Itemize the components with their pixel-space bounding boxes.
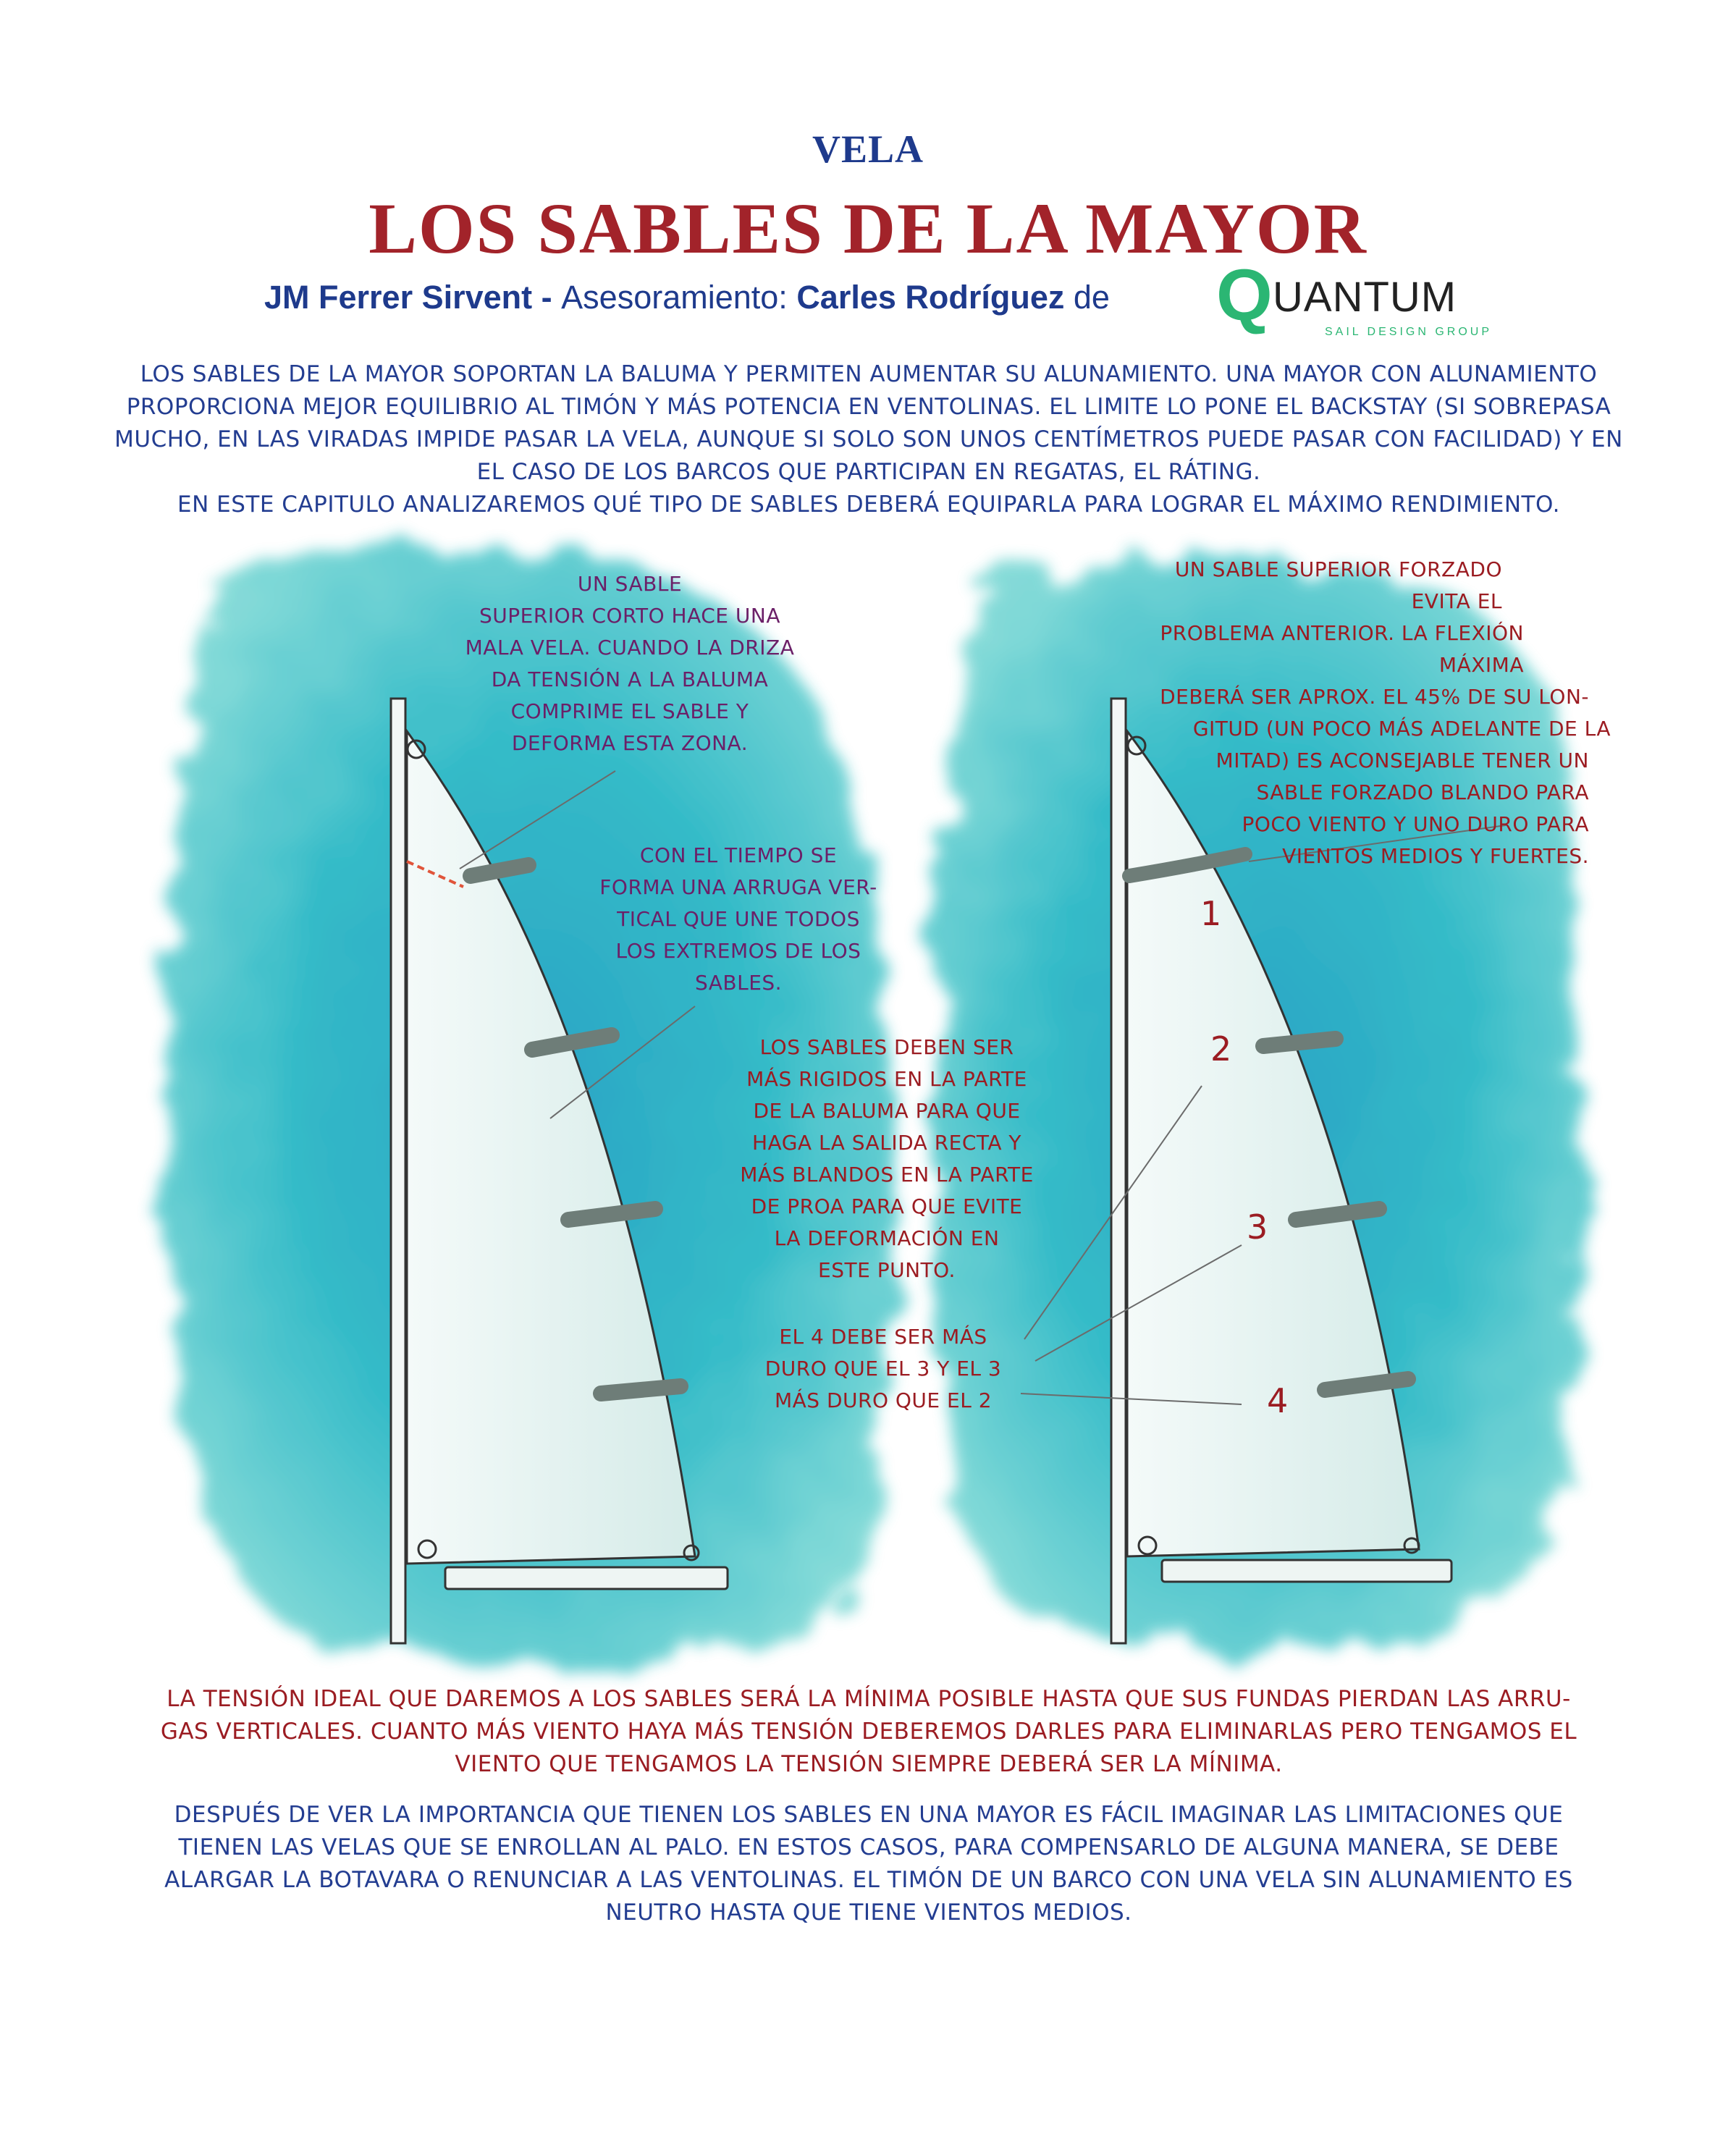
batten-number-1: 1 — [1200, 894, 1222, 933]
note-line: MITAD) ES ACONSEJABLE TENER UN — [1215, 749, 1589, 772]
left-batten — [471, 865, 528, 876]
note-line: MÁS BLANDOS EN LA PARTE — [740, 1163, 1034, 1186]
intro-line: EL CASO DE LOS BARCOS QUE PARTICIPAN EN REGATAS, EL RÁTING. — [476, 459, 1261, 485]
intro-line: EN ESTE CAPITULO ANALIZAREMOS QUÉ TIPO DE SABLES DEBERÁ EQUIPARLA PARA LOGRAR EL MÁXIMO RENDIMIENTO. — [177, 492, 1560, 518]
note-line: SABLE FORZADO BLANDO PARA — [1256, 780, 1589, 804]
note-line: POCO VIENTO Y UNO DURO PARA — [1242, 812, 1589, 836]
note-line: UN SABLE — [577, 572, 683, 596]
byline-separator: - — [532, 279, 562, 316]
left-mast — [391, 699, 405, 1643]
note-line: SUPERIOR CORTO HACE UNA — [479, 604, 780, 628]
note-line: DA TENSIÓN A LA BALUMA — [491, 667, 769, 691]
conclusion-line: NEUTRO HASTA QUE TIENE VIENTOS MEDIOS. — [605, 1900, 1132, 1926]
note-line: GITUD (UN POCO MÁS ADELANTE DE LA — [1192, 717, 1611, 741]
advice-label: Asesoramiento: — [561, 279, 797, 316]
batten-number-2: 2 — [1210, 1029, 1232, 1068]
note-line: UN SABLE SUPERIOR FORZADO EVITA EL — [1174, 557, 1502, 613]
note-line: LOS SABLES DEBEN SER — [759, 1035, 1014, 1059]
note-short-batten — [442, 568, 818, 759]
logo-subtitle: SAIL DESIGN GROUP — [1325, 326, 1492, 338]
intro-line: PROPORCIONA MEJOR EQUILIBRIO AL TIMÓN Y MÁS POTENCIA EN VENTOLINAS. EL LIMITE LO PONE EL BACKSTAY (SI SOBREPASA — [126, 394, 1611, 420]
right-boom — [1162, 1560, 1451, 1582]
byline-connector: de — [1064, 279, 1110, 316]
note-line: DEBERÁ SER APROX. EL 45% DE SU LON- — [1160, 685, 1589, 709]
note-vertical-wrinkle — [594, 840, 883, 999]
note-line: DEFORMA ESTA ZONA. — [511, 731, 749, 755]
conclusion-line: DESPUÉS DE VER LA IMPORTANCIA QUE TIENEN LOS SABLES EN UNA MAYOR ES FÁCIL IMAGINAR LAS LIMITACIONES QUE — [174, 1802, 1564, 1828]
note-line: SABLES. — [694, 971, 783, 995]
note-line: PROBLEMA ANTERIOR. LA FLEXIÓN MÁXIMA — [1160, 621, 1524, 677]
tension-line: VIENTO QUE TENGAMOS LA TENSIÓN SIEMPRE DEBERÁ SER LA MÍNIMA. — [455, 1751, 1283, 1777]
left-batten — [601, 1386, 681, 1394]
note-forced-batten — [1118, 554, 1611, 872]
logo-letter: Q — [1216, 255, 1273, 336]
conclusion-paragraph — [109, 1799, 1629, 1929]
batten-number-3: 3 — [1247, 1207, 1268, 1247]
note-line: LOS EXTREMOS DE LOS — [615, 939, 861, 963]
note-line: DE LA BALUMA PARA QUE — [753, 1099, 1021, 1123]
right-batten — [1263, 1039, 1336, 1046]
conclusion-line: ALARGAR LA BOTAVARA O RENUNCIAR A LAS VENTOLINAS. EL TIMÓN DE UN BARCO CON UNA VELA SIN ALUNAMIENTO ES — [164, 1867, 1573, 1893]
note-line: FORMA UNA ARRUGA VER- — [599, 875, 877, 899]
logo-word: UANTUM — [1273, 274, 1457, 321]
left-boom — [445, 1567, 728, 1589]
right-batten — [1296, 1209, 1379, 1220]
advisor-name: Carles Rodríguez — [796, 279, 1065, 316]
page-title: LOS SABLES DE LA MAYOR — [368, 188, 1368, 269]
note-line: ESTE PUNTO. — [818, 1258, 956, 1282]
note-line: LA DEFORMACIÓN EN — [774, 1226, 1000, 1250]
note-line: VIENTOS MEDIOS Y FUERTES. — [1282, 844, 1589, 868]
note-line: CON EL TIEMPO SE — [639, 843, 838, 867]
note-line: TICAL QUE UNE TODOS — [617, 907, 860, 931]
note-line: HAGA LA SALIDA RECTA Y — [752, 1131, 1021, 1155]
conclusion-line: TIENEN LAS VELAS QUE SE ENROLLAN AL PALO. EN ESTOS CASOS, PARA COMPENSARLO DE ALGUNA MANERA, SE DEBE — [178, 1834, 1559, 1860]
note-line: DURO QUE EL 3 Y EL 3 — [764, 1357, 1002, 1380]
tension-paragraph — [109, 1683, 1629, 1781]
note-line: EL 4 DEBE SER MÁS — [779, 1325, 987, 1349]
batten-number-4: 4 — [1267, 1381, 1289, 1420]
author-name: JM Ferrer Sirvent — [264, 279, 533, 316]
tension-line: LA TENSIÓN IDEAL QUE DAREMOS A LOS SABLES SERÁ LA MÍNIMA POSIBLE HASTA QUE SUS FUNDAS PIERDAN LAS ARRU- — [167, 1686, 1571, 1712]
right-batten — [1325, 1379, 1408, 1390]
section-label: VELA — [812, 127, 924, 171]
note-batten-stiffness — [728, 1032, 1046, 1286]
note-batten-hardness — [746, 1321, 1021, 1417]
left-batten — [568, 1209, 655, 1220]
intro-line: MUCHO, EN LAS VIRADAS IMPIDE PASAR LA VELA, AUNQUE SI SOLO SON UNOS CENTÍMETROS PUEDE PASAR CON FACILIDAD) Y EN — [114, 426, 1623, 452]
note-line: MALA VELA. CUANDO LA DRIZA — [465, 636, 795, 659]
intro-line: LOS SABLES DE LA MAYOR SOPORTAN LA BALUMA Y PERMITEN AUMENTAR SU ALUNAMIENTO. UNA MAYOR CON ALUNAMIENTO — [140, 361, 1598, 387]
note-line: COMPRIME EL SABLE Y — [510, 699, 749, 723]
tension-line: GAS VERTICALES. CUANTO MÁS VIENTO HAYA MÁS TENSIÓN DEBEREMOS DARLES PARA ELIMINARLAS PERO TENGAMOS EL — [160, 1719, 1577, 1745]
note-line: MÁS DURO QUE EL 2 — [774, 1388, 993, 1412]
note-line: MÁS RIGIDOS EN LA PARTE — [746, 1067, 1027, 1091]
note-line: DE PROA PARA QUE EVITE — [751, 1194, 1023, 1218]
